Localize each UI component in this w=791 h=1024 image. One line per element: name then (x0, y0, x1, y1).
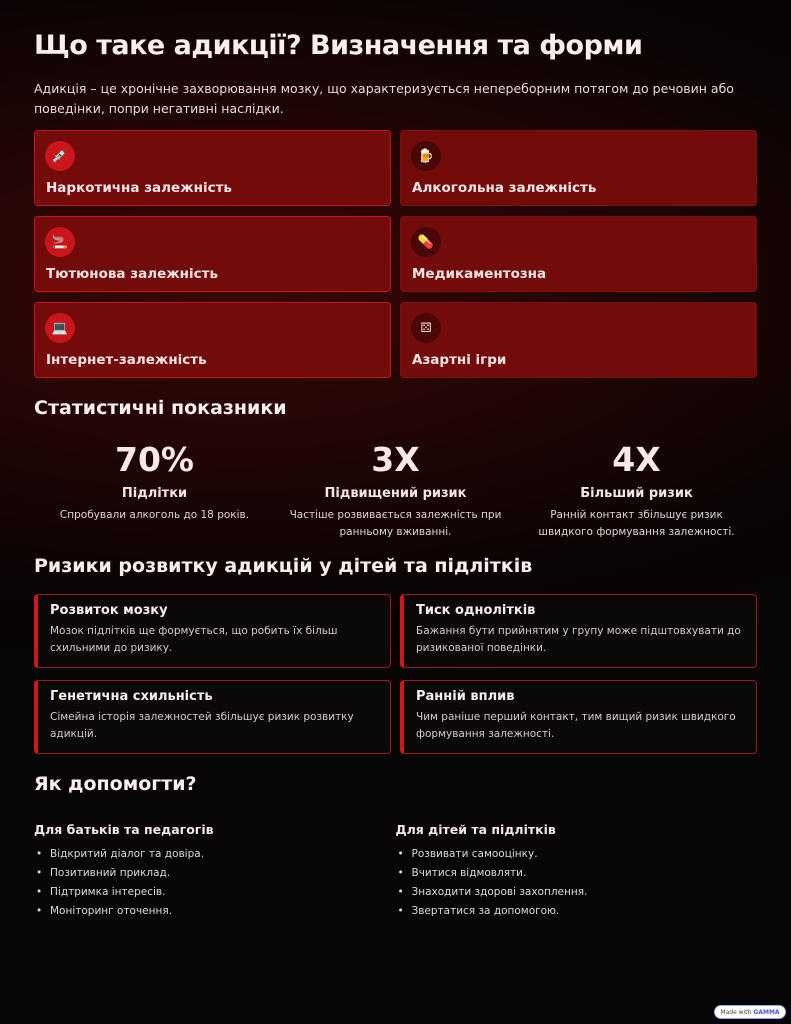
list-item: • Знаходити здорові захоплення. (396, 886, 758, 905)
help-column-title: Для дітей та підлітків (395, 822, 556, 837)
risk-title: Тиск однолітків (416, 603, 536, 618)
list-item: • Позитивний приклад. (34, 867, 396, 886)
pill-icon: 💊 (411, 227, 441, 257)
made-with-gamma-badge[interactable] (714, 1005, 786, 1019)
help-section (34, 822, 757, 924)
laptop-icon: 💻 (45, 313, 75, 343)
type-label: Алкогольна залежність (412, 180, 597, 196)
stat-value: 4X (612, 440, 661, 479)
beer-mug-icon: 🍺 (411, 141, 441, 171)
stat-item (275, 440, 516, 541)
risk-title: Розвиток мозку (50, 603, 168, 618)
type-label: Наркотична залежність (46, 180, 232, 196)
stat-label: Підвищений ризик (324, 486, 467, 501)
type-card (34, 216, 391, 292)
stats-heading: Статистичні показники (34, 397, 287, 419)
risk-card (34, 680, 391, 754)
dice-icon: ⚄ (411, 313, 441, 343)
risk-title: Ранній вплив (416, 689, 515, 704)
risk-card (34, 594, 391, 668)
stat-desc: Частіше розвивається залежність при ранньому вживанні. (289, 509, 502, 538)
type-card (34, 302, 391, 378)
list-item: • Звертатися за допомогою. (396, 905, 758, 924)
list-item: • Підтримка інтересів. (34, 886, 396, 905)
risk-desc: Чим раніше перший контакт, тим вищий ризик швидкого формування залежності. (416, 711, 736, 740)
intro-text: Адикція – це хронічне захворювання мозку, що характеризується непереборним потягом до речовин або поведінки, попри негативні наслідки. (34, 81, 734, 116)
syringe-icon: 💉 (45, 141, 75, 171)
type-label: Медикаментозна (412, 266, 547, 282)
stat-label: Підлітки (121, 486, 188, 501)
list-item: • Моніторинг оточення. (34, 905, 396, 924)
stat-value: 3X (371, 440, 420, 479)
stat-item (34, 440, 275, 541)
type-label: Азартні ігри (412, 352, 507, 368)
type-card (400, 216, 757, 292)
stat-label: Більший ризик (580, 486, 693, 501)
type-card (400, 130, 757, 206)
list-item: • Розвивати самооцінку. (396, 848, 758, 867)
cigarette-icon: 🚬 (45, 227, 75, 257)
type-label: Інтернет-залежність (46, 352, 207, 368)
stats-row (34, 440, 757, 541)
page-title: Що таке адикції? Визначення та форми (34, 30, 643, 61)
badge-prefix: Made with (720, 1008, 752, 1016)
stat-desc: Спробували алкоголь до 18 років. (59, 509, 250, 521)
list-item: • Вчитися відмовляти. (396, 867, 758, 886)
list-item: • Відкритий діалог та довіра. (34, 848, 396, 867)
type-label: Тютюнова залежність (46, 266, 218, 282)
stat-item (516, 440, 757, 541)
risk-title: Генетична схильність (50, 689, 213, 704)
stat-desc: Ранній контакт збільшує ризик швидкого формування залежності. (538, 509, 735, 538)
risks-grid (34, 594, 757, 754)
risk-card (400, 594, 757, 668)
risk-card (400, 680, 757, 754)
stat-value: 70% (115, 440, 194, 479)
help-column-title: Для батьків та педагогів (34, 822, 214, 837)
type-card (400, 302, 757, 378)
addiction-types-grid (34, 130, 757, 378)
risk-desc: Бажання бути прийнятим у групу може підштовхувати до ризикованої поведінки. (416, 625, 741, 654)
risk-desc: Сімейна історія залежностей збільшує ризик розвитку адикцій. (50, 711, 354, 740)
help-heading: Як допомогти? (34, 773, 197, 795)
help-column-kids (396, 822, 758, 924)
type-card (34, 130, 391, 206)
help-column-parents (34, 822, 396, 924)
gamma-logo: GAMMA (753, 1008, 780, 1016)
risks-heading: Ризики розвитку адикцій у дітей та підлітків (34, 555, 533, 577)
risk-desc: Мозок підлітків ще формується, що робить їх більш схильними до ризику. (50, 625, 338, 654)
